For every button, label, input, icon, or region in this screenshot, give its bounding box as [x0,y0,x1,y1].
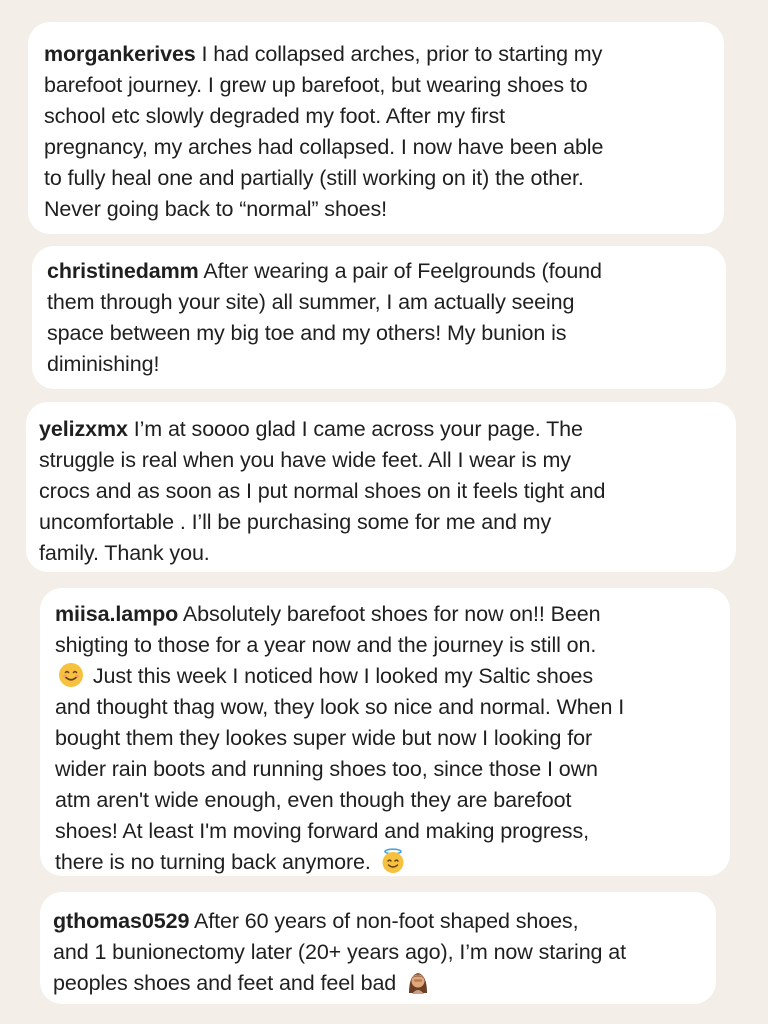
comment-username[interactable]: miisa.lampo [55,602,179,626]
comment-line: gthomas0529 After 60 years of non-foot shaped shoes, [53,909,579,933]
comment-line: Never going back to “normal” shoes! [44,197,388,221]
comment-line: to fully heal one and partially (still working on it) the other. [44,166,584,190]
comment-line: peoples shoes and feet and feel bad [53,968,716,999]
comment-line: bought them they lookes super wide but now I looking for [55,726,593,750]
comment-line: school etc slowly degraded my foot. After my first [44,104,506,128]
comment-line: and 1 bunionectomy later (20+ years ago), I’m now staring at [53,940,627,964]
comment-username[interactable]: yelizxmx [39,417,128,441]
comment-line: space between my big toe and my others! My bunion is [47,321,567,345]
comment-line: christinedamm After wearing a pair of Feelgrounds (found [47,259,602,283]
comment-line: pregnancy, my arches had collapsed. I now have been able [44,135,604,159]
comment-line: them through your site) all summer, I am actually seeing [47,290,575,314]
smiling-face-emoji-icon [58,662,84,688]
comment-line: miisa.lampo Absolutely barefoot shoes for now on!! Been [55,602,601,626]
comment-line: diminishing! [47,352,160,376]
comment-line: struggle is real when you have wide feet. All I wear is my [39,448,571,472]
person-facepalming-emoji-icon [405,969,431,995]
comment-username[interactable]: morgankerives [44,42,196,66]
comment-card [32,246,726,389]
comment-line: shigting to those for a year now and the journey is still on. [55,633,597,657]
smiling-face-with-halo-emoji-icon [380,848,406,874]
comment-card [28,22,724,234]
comment-line: family. Thank you. [39,541,210,565]
comment-line: morgankerives I had collapsed arches, prior to starting my [44,42,603,66]
comment-line: and thought thag wow, they look so nice and normal. When I [55,695,625,719]
comment-username[interactable]: gthomas0529 [53,909,190,933]
comment-line: atm aren't wide enough, even though they are barefoot [55,788,572,812]
comment-card [40,588,730,876]
comment-username[interactable]: christinedamm [47,259,199,283]
comment-line: there is no turning back anymore. [55,847,730,876]
comment-line: yelizxmx I’m at soooo glad I came across your page. The [39,417,583,441]
comment-line: uncomfortable . I’ll be purchasing some for me and my [39,510,552,534]
comment-line: wider rain boots and running shoes too, since those I own [55,757,598,781]
comment-card [26,402,736,572]
comment-line: barefoot journey. I grew up barefoot, but wearing shoes to [44,73,588,97]
comment-card [40,892,716,1004]
comment-line: Just this week I noticed how I looked my Saltic shoes [55,661,730,692]
comment-line: shoes! At least I'm moving forward and making progress, [55,819,589,843]
comment-line: crocs and as soon as I put normal shoes on it feels tight and [39,479,606,503]
